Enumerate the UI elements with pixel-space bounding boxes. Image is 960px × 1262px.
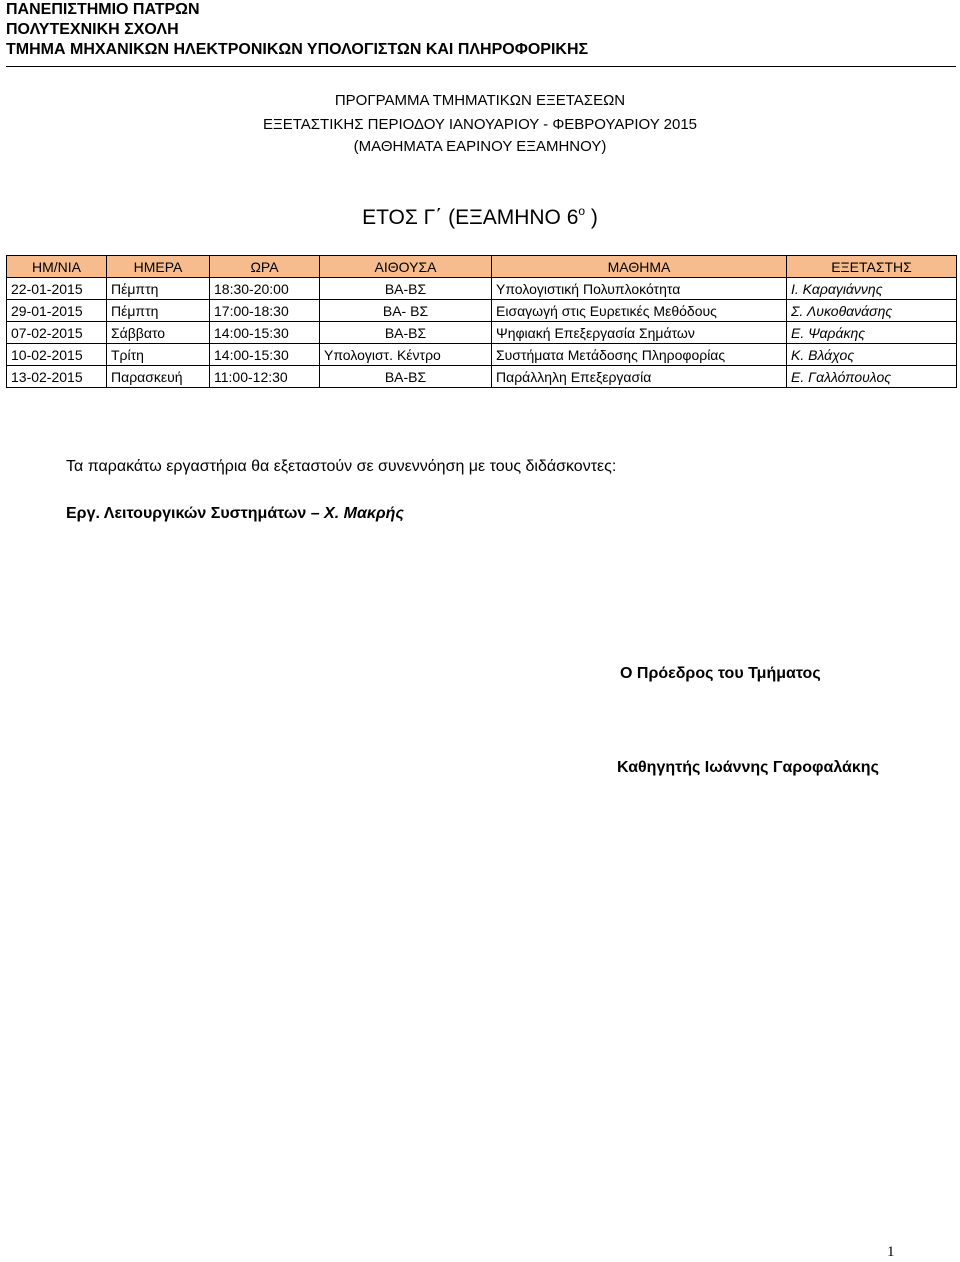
cell-room: ΒΑ-ΒΣ — [320, 322, 492, 344]
cell-time: 18:30-20:00 — [210, 278, 320, 300]
cell-time: 14:00-15:30 — [210, 344, 320, 366]
table-row — [7, 366, 957, 388]
column-header-date: ΗΜ/ΝΙΑ — [7, 256, 107, 278]
exam-semester: (ΜΑΘΗΜΑΤΑ ΕΑΡΙΝΟΥ ΕΞΑΜΗΝΟΥ) — [353, 138, 607, 155]
cell-day: Παρασκευή — [107, 366, 210, 388]
lab-examiner: Χ. Μακρής — [324, 505, 404, 522]
cell-day: Τρίτη — [107, 344, 210, 366]
cell-course: Ψηφιακή Επεξεργασία Σημάτων — [492, 322, 787, 344]
lab-course-line — [66, 505, 404, 523]
exam-schedule-table — [6, 255, 957, 388]
cell-date: 29-01-2015 — [7, 300, 107, 322]
cell-course: Υπολογιστική Πολυπλοκότητα — [492, 278, 787, 300]
cell-examiner: Σ. Λυκοθανάσης — [787, 300, 957, 322]
cell-examiner: Ι. Καραγιάννης — [787, 278, 957, 300]
cell-room: ΒΑ-ΒΣ — [320, 366, 492, 388]
lab-exam-note: Τα παρακάτω εργαστήρια θα εξεταστούν σε συνεννόηση με τους διδάσκοντες: — [66, 458, 617, 475]
cell-date: 07-02-2015 — [7, 322, 107, 344]
header-divider — [6, 66, 956, 67]
year-title — [0, 204, 960, 230]
cell-date: 22-01-2015 — [7, 278, 107, 300]
page-number: 1 — [887, 1244, 895, 1260]
cell-room: ΒΑ- ΒΣ — [320, 300, 492, 322]
cell-day: Πέμπτη — [107, 278, 210, 300]
column-header-time: ΩΡΑ — [210, 256, 320, 278]
cell-time: 14:00-15:30 — [210, 322, 320, 344]
column-header-day: ΗΜΕΡΑ — [107, 256, 210, 278]
cell-day: Πέμπτη — [107, 300, 210, 322]
signature-name: Καθηγητής Ιωάννης Γαροφαλάκης — [617, 759, 879, 776]
column-header-room: ΑΙΘΟΥΣΑ — [320, 256, 492, 278]
department-name: ΤΜΗΜΑ ΜΗΧΑΝΙΚΩΝ ΗΛΕΚΤΡΟΝΙΚΩΝ ΥΠΟΛΟΓΙΣΤΩΝ ΚΑΙ ΠΛΗΡΟΦΟΡΙΚΗΣ — [6, 41, 589, 58]
year-title-sup: ο — [578, 204, 586, 218]
column-header-examiner: ΕΞΕΤΑΣΤΗΣ — [787, 256, 957, 278]
year-title-suffix: ) — [585, 206, 598, 229]
cell-examiner: Ε. Ψαράκης — [787, 322, 957, 344]
cell-date: 10-02-2015 — [7, 344, 107, 366]
table-row — [7, 322, 957, 344]
cell-course: Παράλληλη Επεξεργασία — [492, 366, 787, 388]
signature-title: Ο Πρόεδρος του Τμήματος — [620, 665, 821, 682]
exam-title: ΠΡΟΓΡΑΜΜΑ ΤΜΗΜΑΤΙΚΩΝ ΕΞΕΤΑΣΕΩΝ — [334, 92, 626, 109]
cell-day: Σάββατο — [107, 322, 210, 344]
cell-date: 13-02-2015 — [7, 366, 107, 388]
document-header — [6, 0, 956, 60]
year-title-prefix: ΕΤΟΣ Γ΄ (ΕΞΑΜΗΝΟ 6 — [362, 206, 579, 229]
cell-examiner: Ε. Γαλλόπουλος — [787, 366, 957, 388]
table-row — [7, 278, 957, 300]
table-row — [7, 300, 957, 322]
exam-period: ΕΞΕΤΑΣΤΙΚΗΣ ΠΕΡΙΟΔΟΥ ΙΑΝΟΥΑΡΙΟΥ - ΦΕΒΡΟΥΑΡΙΟΥ 2015 — [262, 116, 698, 133]
university-name: ΠΑΝΕΠΙΣΤΗΜΙΟ ΠΑΤΡΩΝ — [6, 1, 200, 18]
school-name: ΠΟΛΥΤΕΧΝΙΚΗ ΣΧΟΛΗ — [6, 21, 179, 38]
cell-course: Εισαγωγή στις Ευρετικές Μεθόδους — [492, 300, 787, 322]
cell-room: Υπολογιστ. Κέντρο — [320, 344, 492, 366]
cell-examiner: Κ. Βλάχος — [787, 344, 957, 366]
cell-time: 11:00-12:30 — [210, 366, 320, 388]
lab-course-name: Εργ. Λειτουργικών Συστημάτων – — [66, 505, 325, 522]
cell-room: ΒΑ-ΒΣ — [320, 278, 492, 300]
cell-course: Συστήματα Μετάδοσης Πληροφορίας — [492, 344, 787, 366]
column-header-course: ΜΑΘΗΜΑ — [492, 256, 787, 278]
table-header-row — [7, 256, 957, 278]
table-row — [7, 344, 957, 366]
cell-time: 17:00-18:30 — [210, 300, 320, 322]
